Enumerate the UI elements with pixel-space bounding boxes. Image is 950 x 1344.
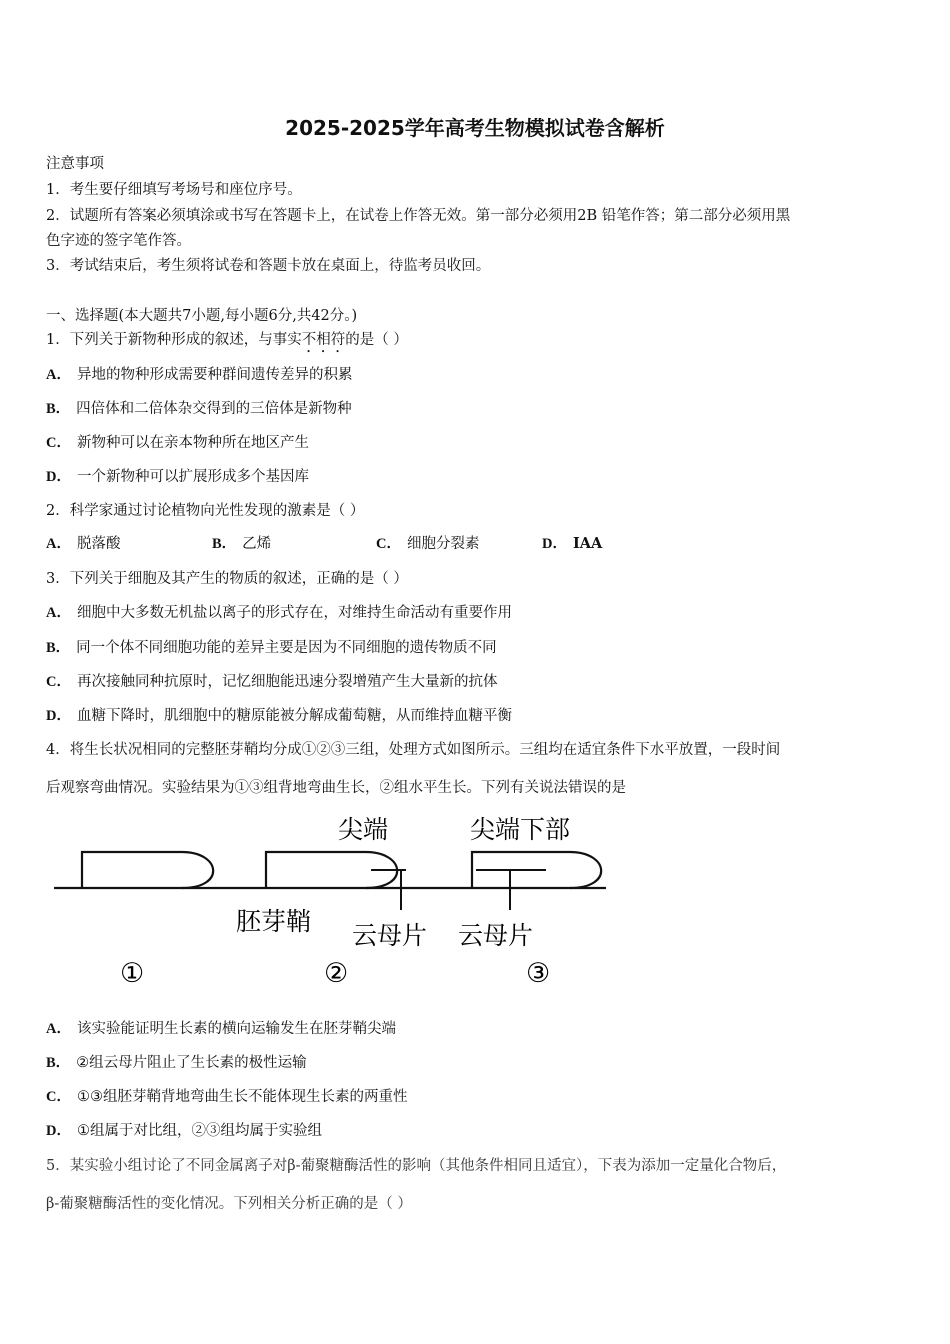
coleoptile-1 xyxy=(82,852,213,888)
option-text: 细胞分裂素 xyxy=(406,536,480,552)
question-1-stem xyxy=(46,328,408,356)
label-below-tip: 尖端下部 xyxy=(470,815,571,844)
option-text: 细胞中大多数无机盐以离子的形式存在，对维持生命活动有重要作用 xyxy=(76,605,512,621)
option-label: D． xyxy=(46,1123,71,1139)
question-2-option-c xyxy=(376,532,479,553)
option-text: 乙烯 xyxy=(242,536,272,552)
question-3-stem: 3．下列关于细胞及其产生的物质的叙述，正确的是（ ） xyxy=(46,571,408,587)
question-4-option-b xyxy=(46,1051,307,1072)
option-label: B． xyxy=(46,1055,71,1071)
option-label: C． xyxy=(46,1089,71,1105)
question-1-option-c xyxy=(46,431,309,452)
coleoptile-figure xyxy=(46,810,616,1000)
label-mica-1: 云母片 xyxy=(352,921,428,950)
notice-item: 3．考试结束后，考生须将试卷和答题卡放在桌面上，待监考员收回。 xyxy=(46,258,491,274)
question-3-option-c xyxy=(46,670,497,691)
question-4-stem-line2: 后观察弯曲情况。实验结果为①③组背地弯曲生长，②组水平生长。下列有关说法错误的是 xyxy=(46,780,626,796)
group-label-3: ③ xyxy=(526,958,551,989)
question-3-option-a xyxy=(46,601,512,622)
option-text: 异地的物种形成需要种群间遗传差异的积累 xyxy=(76,367,353,383)
option-label: C． xyxy=(46,435,71,451)
option-label: C． xyxy=(376,536,401,552)
question-2-stem: 2．科学家通过讨论植物向光性发现的激素是（ ） xyxy=(46,503,365,519)
mica-sheet-2 xyxy=(476,870,546,910)
question-3-option-b xyxy=(46,636,497,657)
label-tip: 尖端 xyxy=(338,815,389,844)
option-text: 该实验能证明生长素的横向运输发生在胚芽鞘尖端 xyxy=(76,1021,396,1037)
option-label: A． xyxy=(46,536,71,552)
question-3-option-d xyxy=(46,704,512,725)
question-2-option-b xyxy=(212,532,271,553)
option-label: D． xyxy=(46,708,71,724)
question-5-stem-line2: β-葡聚糖酶活性的变化情况。下列相关分析正确的是（ ） xyxy=(46,1196,412,1212)
page-title: 2025-2025学年高考生物模拟试卷含解析 xyxy=(285,116,665,140)
question-1-option-d xyxy=(46,465,309,486)
label-mica-2: 云母片 xyxy=(458,921,534,950)
question-4-option-c xyxy=(46,1085,407,1106)
option-text: 同一个体不同细胞功能的差异主要是因为不同细胞的遗传物质不同 xyxy=(76,640,497,656)
option-label: B． xyxy=(46,401,71,417)
question-4-stem-line1: 4．将生长状况相同的完整胚芽鞘均分成①②③三组，处理方式如图所示。三组均在适宜条件下水平放置，一段时间 xyxy=(46,742,781,758)
option-text: IAA xyxy=(572,535,603,552)
notice-item: 1．考生要仔细填写考场号和座位序号。 xyxy=(46,182,302,198)
label-coleoptile: 胚芽鞘 xyxy=(236,907,312,936)
question-2-option-a xyxy=(46,532,120,553)
question-1-stem-pre: 1．下列关于新物种形成的叙述，与事实 xyxy=(46,332,302,348)
option-label: C． xyxy=(46,674,71,690)
question-5-stem-line1: 5．某实验小组讨论了不同金属离子对β-葡聚糖酶活性的影响（其他条件相同且适宜），下表为添加一定量化合物后， xyxy=(46,1158,787,1174)
notice-item: 色字迹的签字笔作答。 xyxy=(46,233,191,249)
question-1-option-b xyxy=(46,397,352,418)
section-heading: 一、选择题(本大题共7小题,每小题6分,共42分。) xyxy=(46,308,358,324)
notice-item: 2．试题所有答案必须填涂或书写在答题卡上，在试卷上作答无效。第一部分必须用2B 铅笔作答；第二部分必须用黑 xyxy=(46,208,791,224)
group-label-1: ① xyxy=(120,958,145,989)
option-text: ①组属于对比组，②③组均属于实验组 xyxy=(76,1123,322,1139)
option-label: A． xyxy=(46,367,71,383)
option-text: 脱落酸 xyxy=(76,536,121,552)
option-text: ②组云母片阻止了生长素的极性运输 xyxy=(76,1055,307,1071)
question-4-option-a xyxy=(46,1017,396,1038)
option-text: 血糖下降时，肌细胞中的糖原能被分解成葡萄糖，从而维持血糖平衡 xyxy=(76,708,512,724)
option-label: B． xyxy=(46,640,71,656)
option-text: ①③组胚芽鞘背地弯曲生长不能体现生长素的两重性 xyxy=(76,1089,408,1105)
emphasis-text: 不相符 xyxy=(301,332,346,348)
group-label-2: ② xyxy=(324,958,349,989)
question-1-stem-post: 的是（ ） xyxy=(345,332,408,348)
question-4-option-d xyxy=(46,1119,322,1140)
question-1-option-a xyxy=(46,363,352,384)
option-text: 再次接触同种抗原时，记忆细胞能迅速分裂增殖产生大量新的抗体 xyxy=(76,674,498,690)
mica-sheet-1 xyxy=(371,870,406,910)
option-label: A． xyxy=(46,605,71,621)
option-text: 四倍体和二倍体杂交得到的三倍体是新物种 xyxy=(76,401,352,417)
option-text: 新物种可以在亲本物种所在地区产生 xyxy=(76,435,309,451)
option-label: D． xyxy=(542,536,567,552)
option-label: A． xyxy=(46,1021,71,1037)
option-label: D． xyxy=(46,469,71,485)
question-2-option-d xyxy=(542,532,602,553)
option-label: B． xyxy=(212,536,237,552)
notice-heading: 注意事项 xyxy=(46,156,104,172)
option-text: 一个新物种可以扩展形成多个基因库 xyxy=(76,469,309,485)
